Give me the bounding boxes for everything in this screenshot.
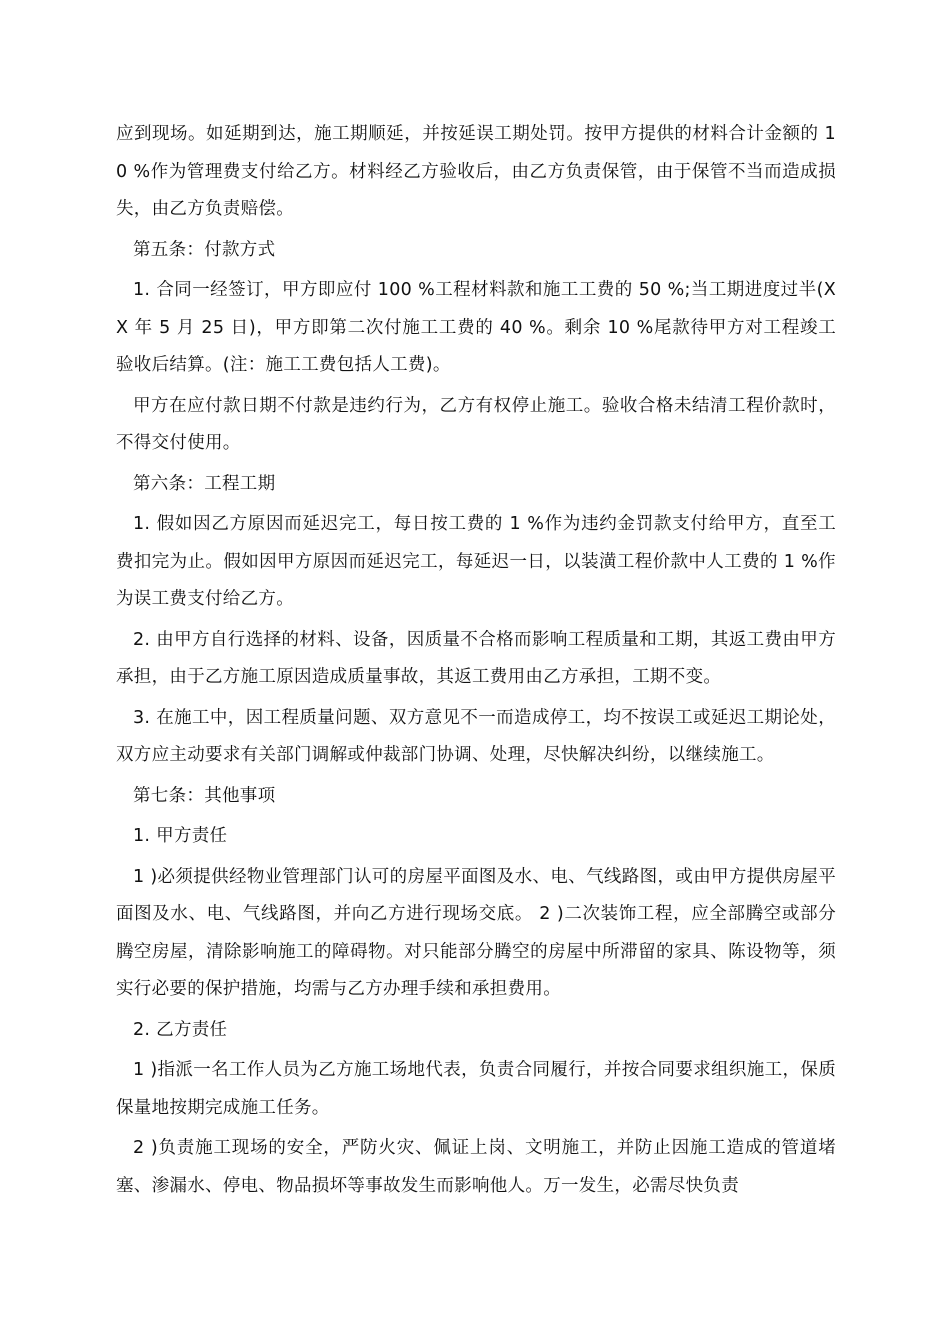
- party-b-responsibility-heading: 2. 乙方责任: [133, 1019, 228, 1040]
- article-5-late-payment: 甲方在应付款日期不付款是违约行为，乙方有权停止施工。验收合格未结清工程价款时，不得交付使用。: [116, 395, 836, 453]
- paragraph-continuation: 应到现场。如延期到达，施工期顺延，并按延误工期处罚。按甲方提供的材料合计金额的 10 %作为管理费支付给乙方。材料经乙方验收后，由乙方负责保管，由于保管不当而造成损失，由乙方负责赔偿。: [116, 124, 836, 219]
- article-6-clause-2: 2. 由甲方自行选择的材料、设备，因质量不合格而影响工程质量和工期，其返工费由甲方承担，由于乙方施工原因造成质量事故，其返工费用由乙方承担，工期不变。: [116, 629, 836, 687]
- article-7-heading: 第七条：其他事项: [133, 785, 276, 806]
- article-5-clause-1: 1. 合同一经签订，甲方即应付 100 %工程材料款和施工工费的 50 %;当工期进度过半(XX 年 5 月 25 日)，甲方即第二次付施工工费的 40 %。剩余 10 %尾款待甲方对工程竣工验收后结算。(注：施工工费包括人工费)。: [116, 280, 836, 375]
- party-b-responsibility-item-2: 2 )负责施工现场的安全，严防火灾、佩证上岗、文明施工，并防止因施工造成的管道堵塞、渗漏水、停电、物品损坏等事故发生而影响他人。万一发生，必需尽快负责: [116, 1138, 836, 1196]
- article-6-heading: 第六条：工程工期: [133, 473, 276, 494]
- article-6-clause-3: 3. 在施工中，因工程质量问题、双方意见不一而造成停工，均不按误工或延迟工期论处，双方应主动要求有关部门调解或仲裁部门协调、处理，尽快解决纠纷，以继续施工。: [116, 707, 836, 765]
- document-body: [116, 116, 836, 1208]
- party-a-responsibility-heading: 1. 甲方责任: [133, 826, 228, 846]
- party-b-responsibility-item-1: 1 )指派一名工作人员为乙方施工场地代表，负责合同履行，并按合同要求组织施工，保质保量地按期完成施工任务。: [116, 1060, 836, 1118]
- article-6-clause-1: 1. 假如因乙方原因而延迟完工，每日按工费的 1 %作为违约金罚款支付给甲方，直至工费扣完为止。假如因甲方原因而延迟完工，每延迟一日，以装潢工程价款中人工费的 1 %作为误工费支付给乙方。: [116, 514, 836, 609]
- party-a-responsibility-items: 1 )必须提供经物业管理部门认可的房屋平面图及水、电、气线路图，或由甲方提供房屋平面图及水、电、气线路图，并向乙方进行现场交底。 2 )二次装饰工程，应全部腾空或部分腾空房屋，清除影响施工的障碍物。对只能部分腾空的房屋中所滞留的家具、陈设物等，须实行必要的保护措施，均需与乙方办理手续和承担费用。: [116, 866, 836, 999]
- article-5-heading: 第五条：付款方式: [133, 239, 276, 260]
